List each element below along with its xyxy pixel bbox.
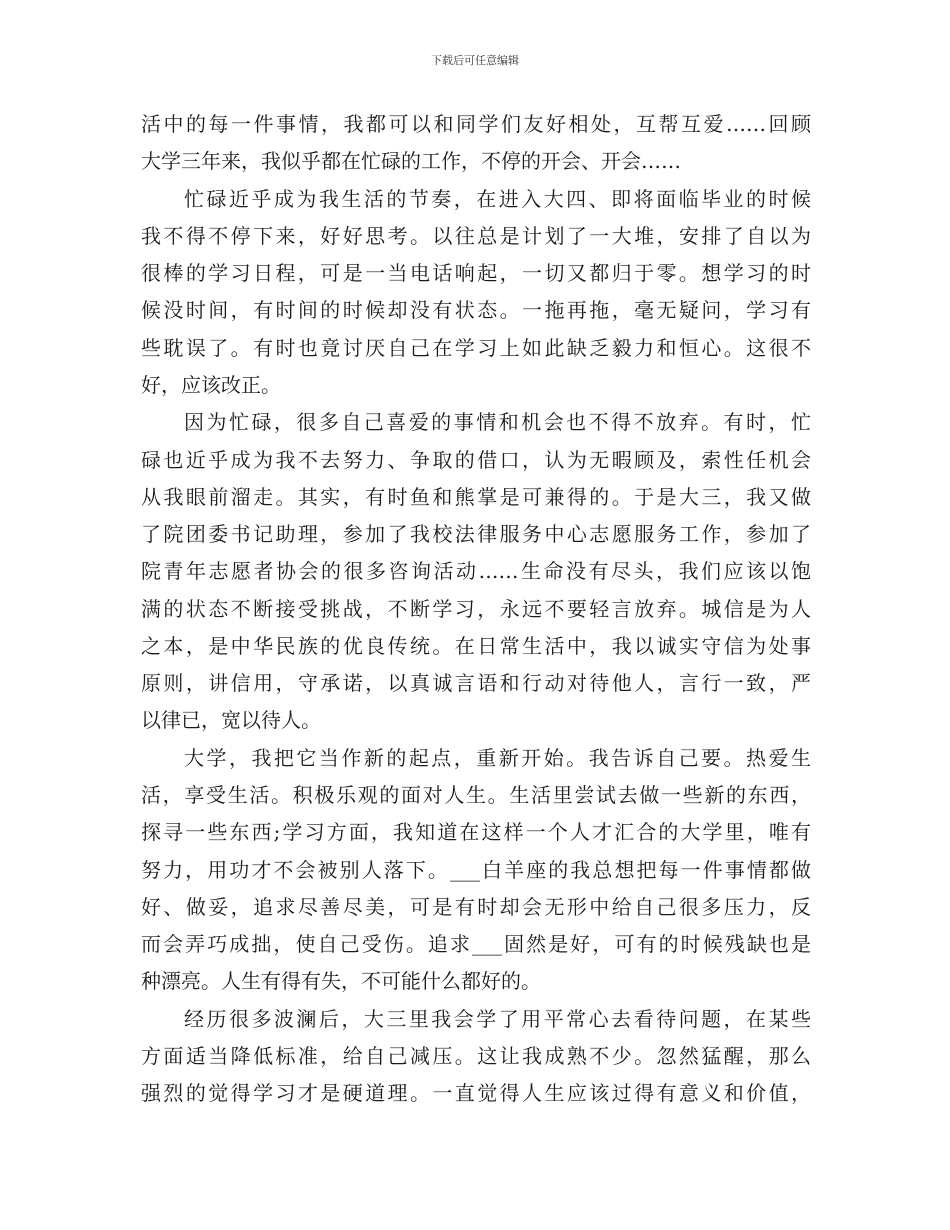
text-line: 候没时间，有时间的时候却没有状态。一拖再拖，毫无疑问，学习有 <box>141 298 811 322</box>
text-line: 些耽误了。有时也竟讨厌自己在学习上如此缺乏毅力和恒心。这很不 <box>141 336 811 360</box>
text-line: 种漂亮。人生有得有失，不可能什么都好的。 <box>141 969 541 993</box>
page-header: 下载后可任意编辑 <box>431 54 519 67</box>
text-line: 而会弄巧成拙，使自己受伤。追求___固然是好，可有的时候残缺也是 <box>141 932 811 956</box>
text-line: 之本，是中华民族的优良传统。在日常生活中，我以诚实守信为处事 <box>141 634 811 658</box>
text-line: 好，应该改正。 <box>141 373 281 397</box>
text-line: 方面适当降低标准，给自己减压。这让我成熟不少。忽然猛醒，那么 <box>141 1044 811 1068</box>
text-line: 大学三年来，我似乎都在忙碌的工作，不停的开会、开会…… <box>141 149 681 173</box>
text-line: 了院团委书记助理，参加了我校法律服务中心志愿服务工作，参加了 <box>141 522 811 546</box>
text-line: 因为忙碌，很多自己喜爱的事情和机会也不得不放弃。有时，忙 <box>184 410 811 434</box>
text-line: 活中的每一件事情，我都可以和同学们友好相处，互帮互爱……回顾 <box>141 112 811 136</box>
text-line: 努力，用功才不会被别人落下。___白羊座的我总想把每一件事情都做 <box>141 858 811 882</box>
text-line: 活，享受生活。积极乐观的面对人生。生活里尝试去做一些新的东西， <box>141 783 811 807</box>
text-line: 强烈的觉得学习才是硬道理。一直觉得人生应该过得有意义和价值， <box>141 1081 811 1105</box>
text-line: 满的状态不断接受挑战，不断学习，永远不要轻言放弃。城信是为人 <box>141 597 811 621</box>
text-line: 大学，我把它当作新的起点，重新开始。我告诉自己要。热爱生 <box>184 746 811 770</box>
text-line: 原则，讲信用，守承诺，以真诚言语和行动对待他人，言行一致，严 <box>141 671 811 695</box>
text-line: 探寻一些东西;学习方面，我知道在这样一个人才汇合的大学里，唯有 <box>141 820 811 844</box>
text-line: 以律已，宽以待人。 <box>141 708 321 732</box>
text-line: 经历很多波澜后，大三里我会学了用平常心去看待问题，在某些 <box>184 1007 811 1031</box>
text-line: 好、做妥，追求尽善尽美，可是有时却会无形中给自己很多压力，反 <box>141 895 811 919</box>
text-line: 碌也近乎成为我不去努力、争取的借口，认为无暇顾及，索性任机会 <box>141 448 811 472</box>
text-line: 院青年志愿者协会的很多咨询活动……生命没有尽头，我们应该以饱 <box>141 559 811 583</box>
text-line: 很棒的学习日程，可是一当电话响起，一切又都归于零。想学习的时 <box>141 261 811 285</box>
text-line: 从我眼前溜走。其实，有时鱼和熊掌是可兼得的。于是大三，我又做 <box>141 485 811 509</box>
text-line: 我不得不停下来，好好思考。以往总是计划了一大堆，安排了自以为 <box>141 224 811 248</box>
text-line: 忙碌近乎成为我生活的节奏，在进入大四、即将面临毕业的时候 <box>184 187 811 211</box>
